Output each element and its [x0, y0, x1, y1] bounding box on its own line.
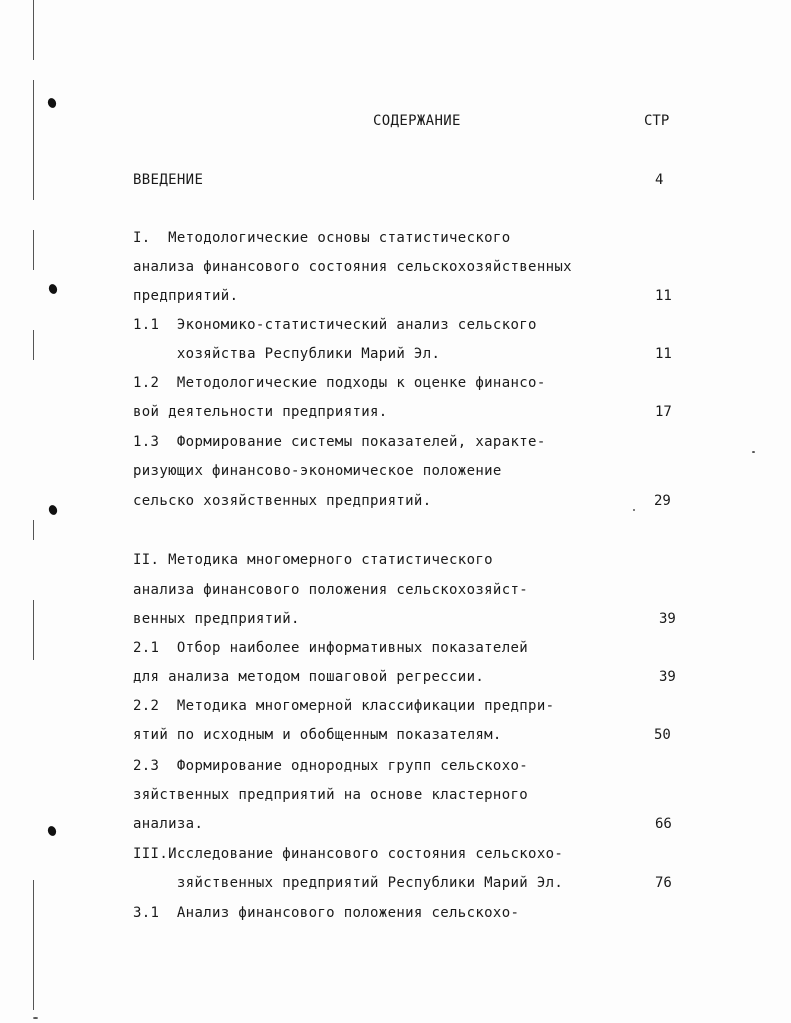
toc-title: СОДЕРЖАНИЕ — [373, 113, 461, 129]
scan-speck — [752, 451, 755, 453]
toc-entry-line: 2.3 Формирование однородных групп сельскохо- — [133, 758, 529, 774]
toc-entry-line: 1.3 Формирование системы показателей, характе- — [133, 434, 546, 450]
scan-speck — [633, 509, 635, 511]
scan-edge-line — [33, 520, 34, 540]
toc-entry-page: 39 — [659, 669, 676, 685]
toc-entry-line: анализа финансового положения сельскохозяйст- — [133, 582, 529, 598]
toc-entry-line: I. Методологические основы статистического — [133, 230, 511, 246]
toc-entry-page: 11 — [655, 288, 672, 304]
toc-entry-line: зяйственных предприятий Республики Марий Эл. — [133, 875, 564, 891]
toc-entry-page: 11 — [655, 346, 672, 362]
toc-entry-page: 50 — [654, 727, 671, 743]
toc-entry-page: 4 — [655, 172, 664, 188]
toc-entry-line: 2.2 Методика многомерной классификации предпри- — [133, 698, 555, 714]
toc-entry-page: 66 — [655, 816, 672, 832]
toc-entry-line: зяйственных предприятий на основе кластерного — [133, 787, 529, 803]
toc-entry-line: 1.1 Экономико-статистический анализ сельского — [133, 317, 537, 333]
toc-entry-line: хозяйства Республики Марий Эл. — [133, 346, 441, 362]
toc-entry-line: 2.1 Отбор наиболее информативных показателей — [133, 640, 529, 656]
toc-entry-line: анализа. — [133, 816, 204, 832]
scan-speck — [33, 1017, 38, 1019]
scan-edge-line — [33, 0, 34, 60]
scan-edge-line — [33, 880, 34, 1010]
toc-entry-line: III.Исследование финансового состояния сельскохо- — [133, 846, 564, 862]
toc-entry-line: 1.2 Методологические подходы к оценке финансо- — [133, 375, 546, 391]
toc-entry-page: 29 — [654, 493, 671, 509]
toc-entry-line: анализа финансового состояния сельскохозяйственных — [133, 259, 572, 275]
scan-edge-line — [33, 330, 34, 360]
toc-entry-line: 3.1 Анализ финансового положения сельскохо- — [133, 905, 520, 921]
toc-entry-line: ризующих финансово-экономическое положение — [133, 463, 502, 479]
toc-entry-line: сельско хозяйственных предприятий. — [133, 493, 432, 509]
toc-entry-line: предприятий. — [133, 288, 239, 304]
toc-entry-line: для анализа методом пошаговой регрессии. — [133, 669, 485, 685]
punch-hole-mark — [47, 825, 58, 837]
punch-hole-mark — [47, 97, 58, 109]
scan-edge-line — [33, 80, 34, 200]
toc-entry-line: II. Методика многомерного статистического — [133, 552, 493, 568]
scan-edge-line — [33, 230, 34, 270]
toc-entry-line: венных предприятий. — [133, 611, 300, 627]
toc-entry-page: 76 — [655, 875, 672, 891]
punch-hole-mark — [48, 504, 59, 516]
toc-entry-page: 39 — [659, 611, 676, 627]
page-column-header: СТР — [644, 113, 670, 129]
toc-entry-line: ВВЕДЕНИЕ — [133, 172, 204, 188]
toc-entry-line: вой деятельности предприятия. — [133, 404, 388, 420]
scan-edge-line — [33, 600, 34, 660]
toc-entry-line: ятий по исходным и обобщенным показателям. — [133, 727, 502, 743]
punch-hole-mark — [48, 283, 59, 295]
toc-entry-page: 17 — [655, 404, 672, 420]
